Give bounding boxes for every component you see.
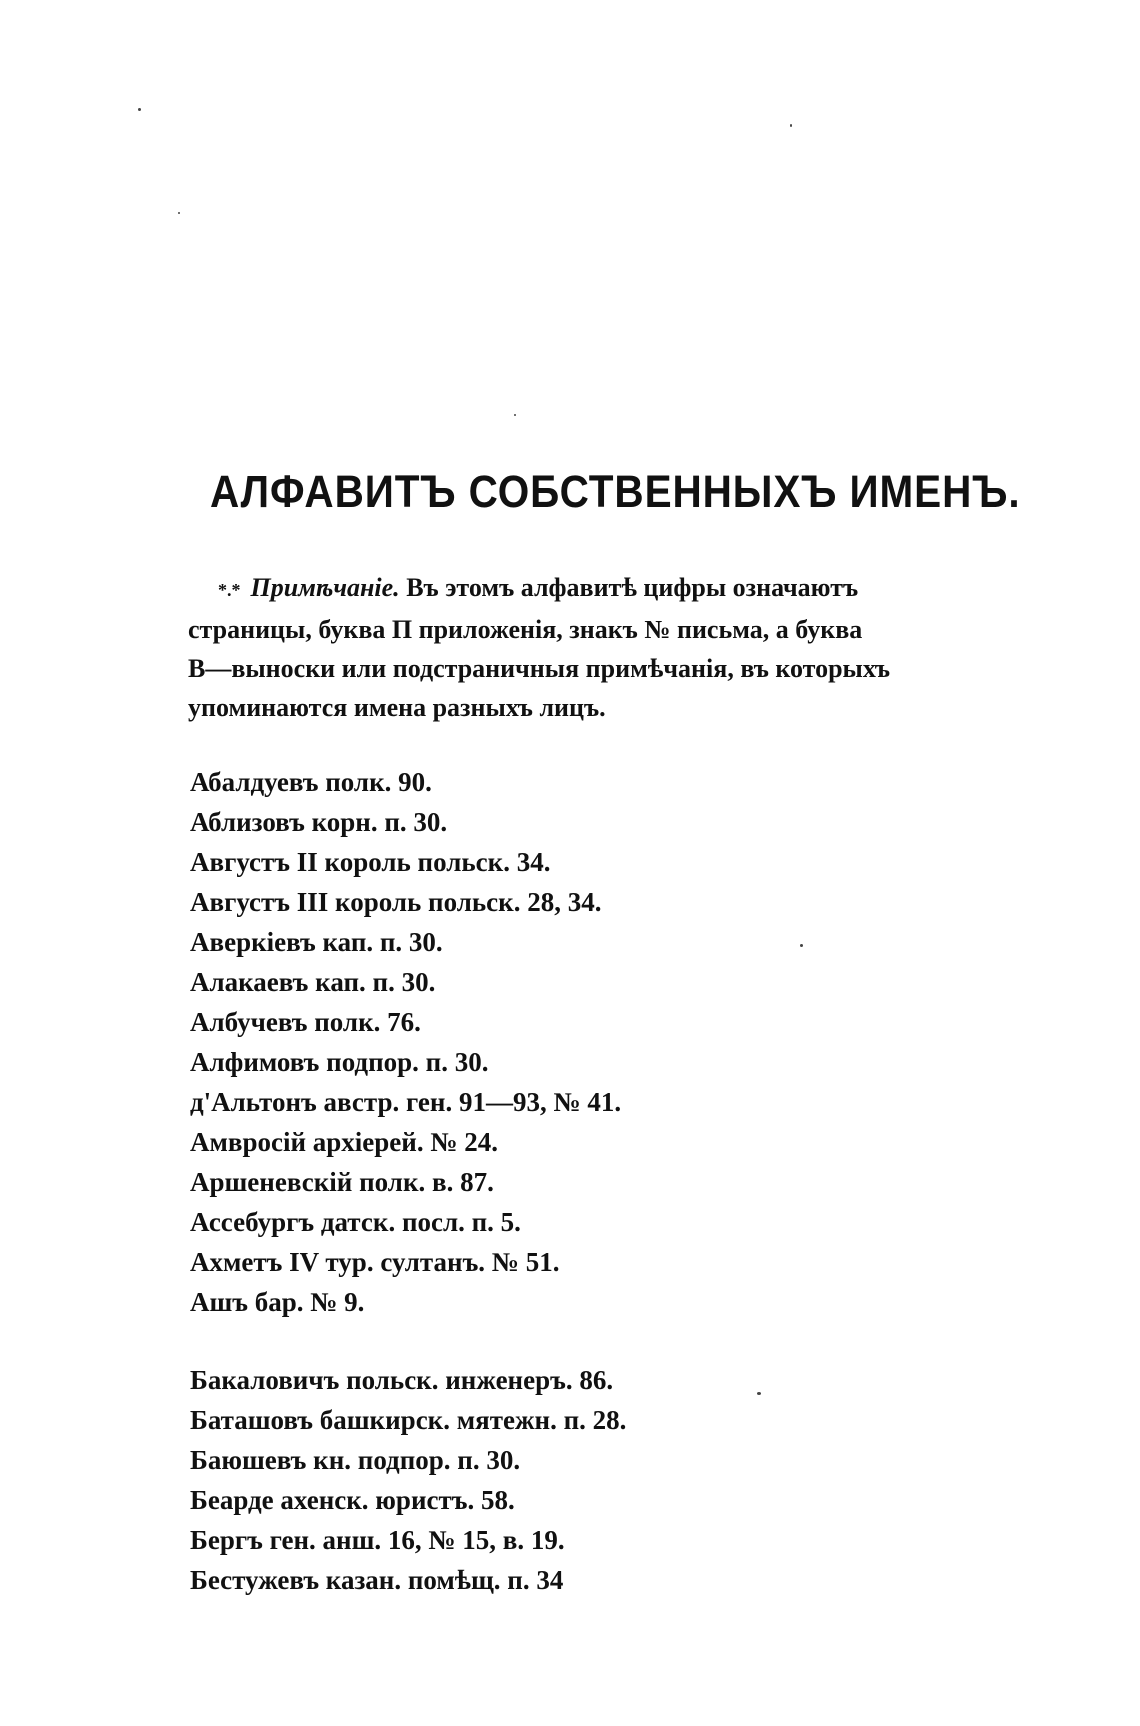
page-title: АЛФАВИТЪ СОБСТВЕННЫХЪ ИМЕНЪ. xyxy=(210,466,1021,517)
note-first-line xyxy=(188,568,908,610)
note-line: упоминаются имена разныхъ лицъ. xyxy=(188,692,606,722)
editorial-note xyxy=(188,568,908,727)
index-entry: Августъ II король польск. 34. xyxy=(190,847,551,877)
note-line: Въ этомъ алфавитѣ цифры означаютъ xyxy=(406,573,859,602)
index-entry: Амвросій архіерей. № 24. xyxy=(190,1127,498,1157)
index-entry: Ашъ бар. № 9. xyxy=(190,1287,365,1317)
index-entry: Беарде ахенск. юристъ. 58. xyxy=(190,1485,515,1515)
index-entry: Баташовъ башкирск. мятежн. п. 28. xyxy=(190,1405,627,1435)
index-entry: Бестужевъ казан. помѣщ. п. 34 xyxy=(190,1565,564,1595)
page-speck xyxy=(514,414,516,416)
index-entry: Бакаловичъ польск. инженеръ. 86. xyxy=(190,1365,614,1395)
group-separator xyxy=(190,1322,890,1360)
note-line: В—выноски или подстраничныя примѣчанія, въ которыхъ xyxy=(188,653,891,683)
page-speck xyxy=(790,124,792,127)
index-entry: Алфимовъ подпор. п. 30. xyxy=(190,1047,489,1077)
index-entry: Аршеневскій полк. в. 87. xyxy=(190,1167,494,1197)
index-entry: Ассебургъ датск. посл. п. 5. xyxy=(190,1207,521,1237)
index-entry: Аверкіевъ кап. п. 30. xyxy=(190,927,443,957)
name-index xyxy=(190,762,890,1600)
index-entry: Абалдуевъ полк. 90. xyxy=(190,767,432,797)
index-entry: д'Альтонъ австр. ген. 91—93, № 41. xyxy=(190,1087,622,1117)
index-entry: Аблизовъ корн. п. 30. xyxy=(190,807,448,837)
index-entry: Баюшевъ кн. подпор. п. 30. xyxy=(190,1445,521,1475)
index-entry: Бергъ ген. анш. 16, № 15, в. 19. xyxy=(190,1525,565,1555)
page-speck xyxy=(138,108,141,111)
asterism-mark: *.* xyxy=(218,579,241,600)
page-speck xyxy=(178,212,180,214)
note-label: Примѣчаніе. xyxy=(250,573,400,602)
index-entry: Албучевъ полк. 76. xyxy=(190,1007,421,1037)
index-entry: Алакаевъ кап. п. 30. xyxy=(190,967,436,997)
index-entry: Ахметъ IV тур. султанъ. № 51. xyxy=(190,1247,560,1277)
index-entry: Августъ III король польск. 28, 34. xyxy=(190,887,602,917)
note-line: страницы, буква П приложенія, знакъ № письма, а буква xyxy=(188,614,863,644)
index-group-b xyxy=(190,1360,890,1600)
index-group-a xyxy=(190,762,890,1322)
